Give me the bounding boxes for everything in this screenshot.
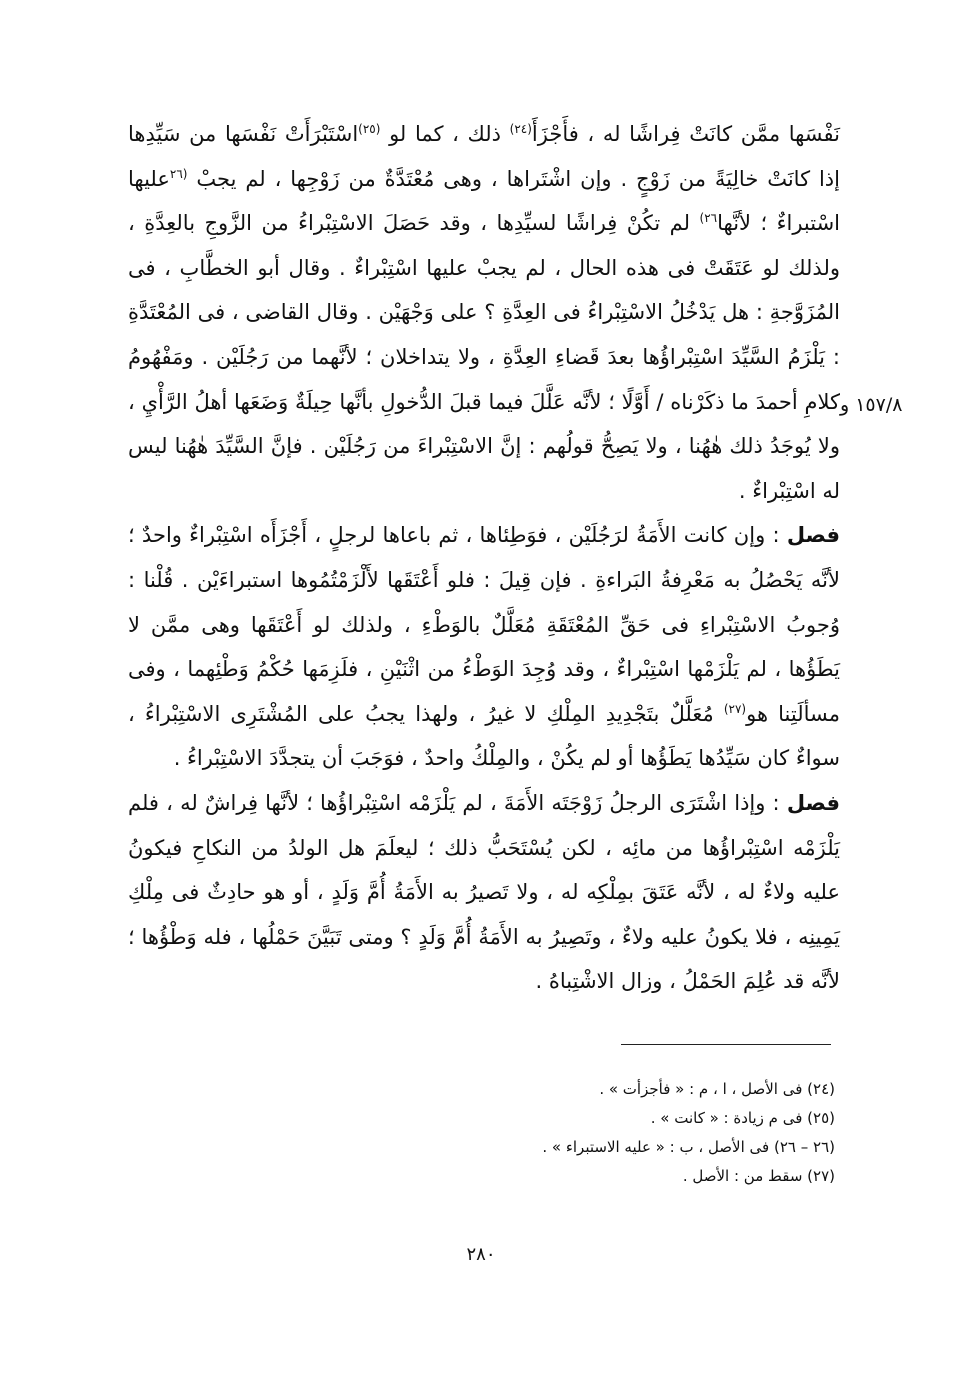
paragraph-1-text-d: عليها اسْتبراءٌ ؛ لأنَّها: [128, 166, 841, 236]
footnote-ref-26-open: (٢٦: [169, 166, 188, 181]
margin-folio-note: ١٥٧/٨ و: [840, 394, 903, 416]
paragraph-2: [128, 513, 840, 781]
paragraph-1-text-a: نَفْسَها ممَّن كانَتْ فِراشًا له ، فأَجْزَأَ: [531, 122, 841, 146]
footnote-26: (٢٦ – ٢٦) فى الأصل ، ب : « عليه الاستبراء » .: [542, 1138, 835, 1156]
paragraph-1-text-b: ذلك ، كما لو: [380, 122, 510, 146]
footnotes: [380, 1075, 835, 1191]
footnote-25: (٢٥) فى م زيادة : « كانت » .: [650, 1109, 835, 1127]
main-text: [128, 112, 840, 1004]
footnote-27: (٢٧) سقط من : الأصل .: [682, 1167, 835, 1185]
paragraph-2-text-b: مُعَلَّلٌ بتَجْدِيدِ المِلْكِ لا غيرُ ، ولهذا يجبُ على المُشْتَرِى الاسْتِبْراءُ ، سواءٌ كان سَيِّدُها يَطَؤُها أو لم يكُنْ ، والمِلْكُ واحدٌ ، فوَجَبَ أن يتجدَّدَ الاسْتِبْراءُ .: [128, 701, 840, 771]
footnote-ref-25: (٢٥): [358, 122, 381, 136]
paragraph-1-text-e: لم تكُنْ فِراشًا لسيِّدِها ، وقد حَصَلَ الاسْتِبْراءُ من الزَّوجِ بالعِدَّةِ ، ولذلك لو عَتَقَتْ فى هذه الحال ، لم يجبْ عليها اسْتِبْراءٌ . وقال أبو الخطَّابِ ، فى المُزَوَّجةِ : هل يَدْخُلُ الاسْتِبْراءُ فى العِدَّةِ ؟ على وَجْهَيْن . وقال القاضى ، فى المُعْتَدَّةِ : يَلْزَمُ السَّيِّدَ اسْتِبْراؤُها بعدَ قَضاءِ العِدَّةِ ، ولا يتداخلان ؛ لأنَّهما من رَجُلَيْن . ومَفْهُومُ كلامِ أحمدَ ما ذكَرْناه / أَوَّلًا ؛ لأنَّه عَلَّلَ فيما قبلَ الدُّخولِ بأنَّها حِيلَةٌ وَضَعَها أهلُ الرَّأْيِ ، ولا يُوجَدُ ذلك هٰهُنا ، ولا يَصِحُّ قولُهم : إنَّ الاسْتِبْراءَ من رَجُلَيْن . فإنَّ السَّيِّدَ هٰهُنا ليس له اسْتِبْراءٌ .: [128, 211, 840, 503]
paragraph-1: [128, 112, 840, 513]
paragraph-1-text-c: اسْتَبْرَأَتْ نَفْسَها من سَيِّدِها إذا كانَتْ خالِيَةً من زَوْجٍ . وإن اشْتَراها ، وهى مُعْتَدَّةٌ من زَوْجِها ، لم يجبْ: [128, 122, 840, 191]
footnote-24: (٢٤) فى الأصل ، ا ، م : « فأجزأت » .: [599, 1080, 835, 1098]
page-number: ٢٨٠: [466, 1244, 496, 1265]
paragraph-3-text-a: : وإذا اشْتَرَى الرجلُ زَوْجَتَه الأَمَةَ ، لم يَلْزَمْه اسْتِبْراؤُها ؛ لأنَّها فِراشٌ له ، فلم يَلْزَمْه اسْتِبْراؤُها من مائِه ، لكن يُسْتَحَبُّ ذلك ؛ ليعلَمَ هل الولدُ من النكاحِ فيكونُ عليه ولاءٌ له ، لأنَّه عَتَقَ بمِلْكِه له ، ولا تَصيرُ به الأَمَةُ أُمَّ وَلَدٍ ، أو هو حادِثٌ فى مِلْكِ يَمِينِه ، فلا يكونُ عليه ولاءٌ ، وتَصِيرُ به الأَمَةُ أُمَّ وَلَدٍ ؟ ومتى تَبَيَّنَ حَمْلُها ، فله وَطْؤُها ؛ لأنَّه قد عُلِمَ الحَمْلُ ، وزال الاشْتِباهُ .: [128, 790, 840, 994]
section-heading-fasl: فصل: [786, 790, 840, 815]
paragraph-3: [128, 781, 840, 1004]
footnote-ref-27: (٢٧): [723, 701, 747, 716]
footnote-separator: [621, 1044, 831, 1045]
paragraph-2-text-a: : وإن كانت الأَمَةُ لرَجُلَيْن ، فوَطِئاها ، ثم باعاها لرجلٍ ، أَجْزَأَه اسْتِبْراءٌ واحدٌ ؛ لأنَّه يَحْصُلُ به مَعْرِفةُ البَراءةِ . فإن قِيلَ : فلو أَعْتَقَها لأَلْزَمْتُمُوها استبراءَيْن . قُلْنا : وُجوبُ الاسْتِبْراءِ فى حَقِّ المُعْتَقَةِ مُعَلَّلٌ بالوَطْءِ ، ولذلك لو أَعْتَقَها وهى ممَّن لا يَطَؤُها ، لم يَلْزَمْها اسْتِبْراءٌ ، وقد وُجِدَ الوَطْءُ من اثْنَيْنِ ، فلَزِمَها حُكْمُ وَطْئِهما ، وفى مسألَتِنا هو: [128, 523, 840, 726]
footnote-ref-24: (٢٤): [509, 122, 532, 136]
footnote-ref-26-close: ٢٦): [699, 211, 718, 226]
section-heading-fasl: فصل: [786, 523, 840, 548]
